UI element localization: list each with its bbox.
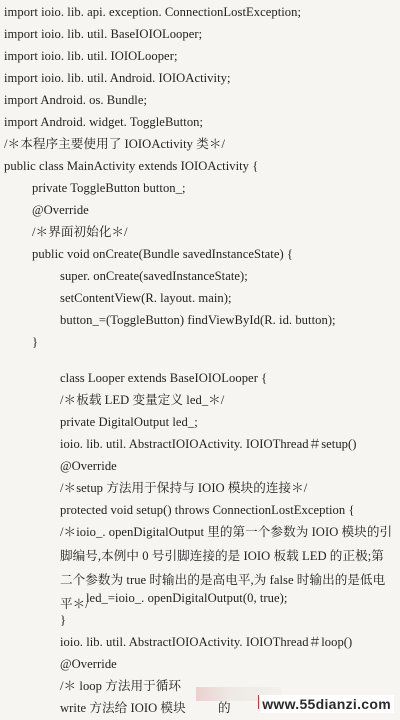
code-line: import ioio. lib. util. BaseIOIOLooper; [4, 27, 203, 41]
code-line: led_=ioio_. openDigitalOutput(0, true); [86, 591, 288, 605]
comment-fragment: 的 [218, 701, 231, 715]
comment-line: /＊ loop 方法用于循环 [60, 679, 182, 693]
comment-line: /＊界面初始化＊/ [32, 225, 128, 239]
annotation-line: @Override [32, 203, 89, 217]
annotation-line: @Override [60, 657, 117, 671]
code-line: import Android. os. Bundle; [4, 93, 148, 107]
code-line: public class MainActivity extends IOIOActivity { [4, 159, 259, 173]
code-line: setContentView(R. layout. main); [60, 291, 232, 305]
code-line: } [32, 335, 39, 349]
comment-line: /＊setup 方法用于保持与 IOIO 模块的连接＊/ [60, 481, 308, 495]
code-line: import ioio. lib. util. IOIOLooper; [4, 49, 178, 63]
watermark: www.55dianzi.com [259, 695, 394, 713]
comment-line: /＊本程序主要使用了 IOIOActivity 类＊/ [4, 137, 226, 151]
code-line: import ioio. lib. util. Android. IOIOActivity; [4, 71, 231, 85]
comment-line: write 方法给 IOIO 模块 [60, 701, 186, 715]
code-line: import Android. widget. ToggleButton; [4, 115, 204, 129]
comment-paragraph: /＊ioio_. openDigitalOutput 里的第一个参数为 IOIO 模块的引脚编号,本例中 0 号引脚连接的是 IOIO 板载 LED 的正极;第二个参数为 true 时输出的是高电平,为 false 时输出的是低电平＊/ [60, 525, 393, 611]
code-line: import ioio. lib. api. exception. ConnectionLostException; [4, 5, 302, 19]
code-line: ioio. lib. util. AbstractIOIOActivity. IOIOThread＃loop() [60, 635, 353, 649]
code-line: public void onCreate(Bundle savedInstanceState) { [32, 247, 293, 261]
code-line: private ToggleButton button_; [32, 181, 186, 195]
code-line: super. onCreate(savedInstanceState); [60, 269, 248, 283]
code-line: ioio. lib. util. AbstractIOIOActivity. IOIOThread＃setup() [60, 437, 357, 451]
code-line: } [60, 613, 67, 627]
code-line: protected void setup() throws ConnectionLostException { [60, 503, 355, 517]
comment-line: /＊板载 LED 变量定义 led_＊/ [60, 393, 225, 407]
code-line: private DigitalOutput led_; [60, 415, 198, 429]
code-line: button_=(ToggleButton) findViewById(R. id. button); [60, 313, 336, 327]
code-line: class Looper extends BaseIOIOLooper { [60, 371, 268, 385]
annotation-line: @Override [60, 459, 117, 473]
